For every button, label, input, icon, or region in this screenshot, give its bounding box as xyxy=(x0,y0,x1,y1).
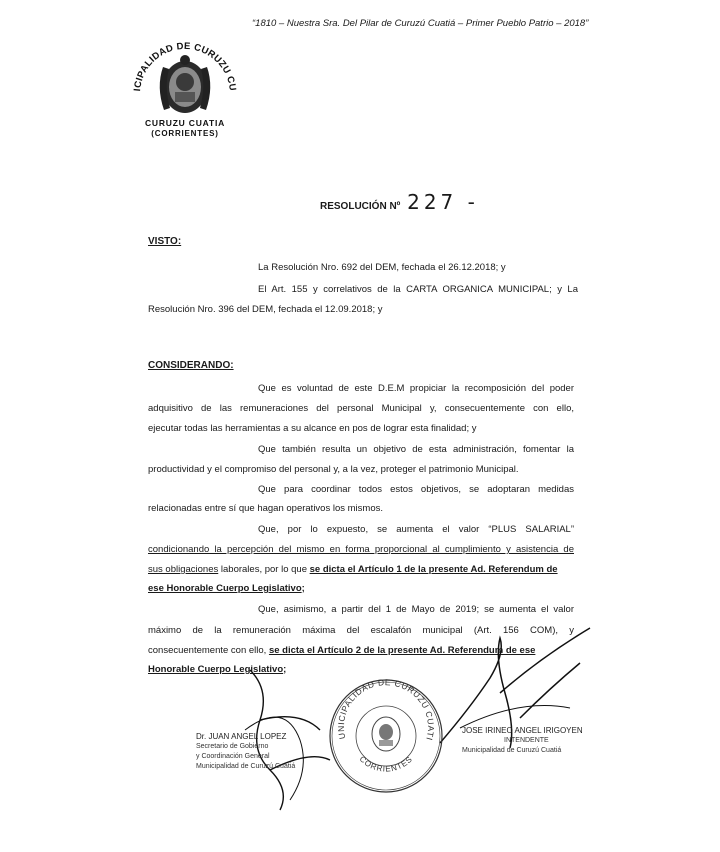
signer-right-title-2: Municipalidad de Curuzú Cuatiá xyxy=(462,747,562,754)
considerando-p5-line-4-end: ; xyxy=(283,664,287,675)
visto-line-2: El Art. 155 y correlativos de la CARTA ORGANICA MUNICIPAL; y La xyxy=(258,284,578,295)
header-motto: “1810 – Nuestra Sra. Del Pilar de Curuzú Cuatiá – Primer Pueblo Patrio – 2018” xyxy=(252,18,589,29)
considerando-p5-line-4-text: Honorable Cuerpo Legislativo xyxy=(148,664,284,675)
considerando-p3-line-2: relacionadas entre sí que hagan operativos los mismos. xyxy=(148,503,383,514)
considerando-p2-line-2: productividad y el compromiso del personal y, a la vez, proteger el patrimonio Municipal. xyxy=(148,464,519,475)
considerando-p4-line-3b: laborales, por lo que xyxy=(218,564,310,575)
signer-left-title-1: Secretario de Gobierno xyxy=(196,743,269,750)
resolution-title xyxy=(320,190,479,214)
considerando-p4-line-3c: se dicta el Artículo 1 de la presente Ad. Referendum de xyxy=(309,564,558,575)
considerando-p4-line-3 xyxy=(148,564,558,575)
visto-line-1: La Resolución Nro. 692 del DEM, fechada el 26.12.2018; y xyxy=(258,262,506,273)
coat-of-arms-icon xyxy=(160,55,211,113)
signer-left-title-3: Municipalidad de Curuzú Cuatiá xyxy=(196,763,296,770)
considerando-p5-line-3b: se dicta el Artículo 2 de la presente Ad. Referendum de ese xyxy=(268,645,536,656)
visto-heading: VISTO: xyxy=(148,236,182,247)
signature-block-left xyxy=(196,732,295,772)
resolution-label: RESOLUCIÓN Nº xyxy=(320,201,401,212)
svg-text:CORRIENTES xyxy=(358,754,415,773)
stamp-emblem-icon xyxy=(372,717,400,751)
seal-line2: (CORRIENTES) xyxy=(151,129,219,138)
resolution-number: 227 - xyxy=(407,190,479,214)
signer-left-name: Dr. JUAN ANGEL LOPEZ xyxy=(196,732,287,741)
considerando-p5-line-1: Que, asimismo, a partir del 1 de Mayo de 2019; se aumenta el valor xyxy=(258,604,574,615)
considerando-p5-line-3a: consecuentemente con ello, xyxy=(148,645,269,656)
municipal-seal-header xyxy=(118,22,250,140)
stamp-bottom-text: CORRIENTES xyxy=(357,754,415,774)
official-stamp xyxy=(326,676,446,796)
signature-block-right xyxy=(462,726,583,756)
considerando-p4-line-3a: sus obligaciones xyxy=(148,564,219,575)
considerando-p3-line-1: Que para coordinar todos estos objetivos, se adoptaran medidas xyxy=(258,484,574,495)
considerando-p5-line-2: máximo de la remuneración máxima del escalafón municipal (Art. 156 COM), y xyxy=(148,625,574,636)
considerando-p2-line-1: Que también resulta un objetivo de esta administración, fomentar la xyxy=(258,444,574,455)
seal-line1: CURUZU CUATIA xyxy=(144,118,226,128)
considerando-p1-line-2: adquisitivo de las remuneraciones del personal Municipal y, consecuentemente con ello, xyxy=(148,403,574,414)
signer-right-name: JOSE IRINEO ANGEL IRIGOYEN xyxy=(462,726,583,735)
considerando-p1-line-3: ejecutar todas las herramientas a su alcance en pos de lograr esta finalidad; y xyxy=(148,423,477,434)
considerando-p1-line-1: Que es voluntad de este D.E.M propiciar la recomposición del poder xyxy=(258,383,574,394)
considerando-heading: CONSIDERANDO: xyxy=(148,360,234,371)
considerando-p4-line-4 xyxy=(148,583,305,594)
considerando-p4-line-4-end: ; xyxy=(301,583,305,594)
considerando-p4-line-1: Que, por lo expuesto, se aumenta el valor “PLUS SALARIAL” xyxy=(258,524,574,535)
seal-arc-text: ICIPALIDAD DE CURUZU CU xyxy=(132,40,238,92)
signer-left-title-2: y Coordinación General xyxy=(196,753,270,760)
considerando-p4-line-4-text: ese Honorable Cuerpo Legislativo xyxy=(148,583,302,594)
stamp-arc-text: UNICIPALIDAD DE CURUZU CUATI xyxy=(335,677,437,742)
considerando-p4-line-2: condicionando la percepción del mismo en forma proporcional al cumplimiento y asistencia de xyxy=(148,544,574,555)
signer-right-title-1: INTENDENTE xyxy=(504,737,549,744)
visto-line-3: Resolución Nro. 396 del DEM, fechada el 12.09.2018; y xyxy=(148,304,383,315)
